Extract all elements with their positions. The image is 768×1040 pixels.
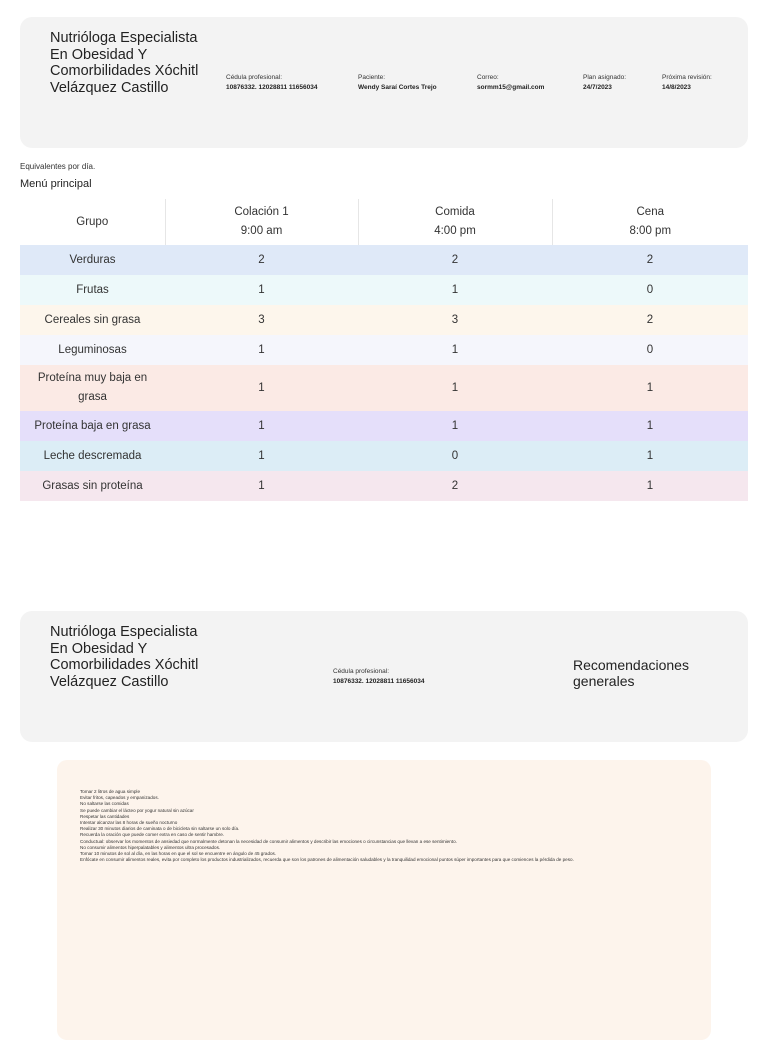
value-cell: 1 xyxy=(646,449,654,462)
equivalents-label: Equivalentes por día. xyxy=(20,162,96,171)
revision-value: 14/8/2023 xyxy=(662,84,691,91)
value-cell: 1 xyxy=(258,283,265,296)
plan-value: 24/7/2023 xyxy=(583,84,612,91)
recommendation-item: No consumir alimentos hiperpalatables y alimentos ultra procesados. xyxy=(80,844,221,850)
patient-value: Wendy Saraí Cortes Trejo xyxy=(358,84,437,91)
header-cena-label: Cena xyxy=(636,206,664,218)
recommendations-title: Recomendaciones generales xyxy=(573,657,689,689)
email-info xyxy=(477,73,544,93)
recommendations-list xyxy=(80,789,685,863)
header-card-recommendations xyxy=(20,611,748,742)
group-cell: Cereales sin grasa xyxy=(44,313,141,326)
header-comida-label: Comida xyxy=(435,206,475,218)
menu-table xyxy=(20,199,748,501)
value-cell: 1 xyxy=(451,283,459,296)
value-cell: 2 xyxy=(258,253,265,266)
cedula-info xyxy=(333,667,424,687)
group-cell: Leche descremada xyxy=(43,449,142,462)
patient-info xyxy=(358,73,437,93)
value-cell: 2 xyxy=(451,479,459,492)
recommendation-item: Intentar alcanzar las 8 horas de sueño nocturno xyxy=(80,820,178,826)
recommendations-box xyxy=(57,760,711,1040)
table-row xyxy=(20,335,748,365)
value-cell: 0 xyxy=(646,343,654,356)
value-cell: 1 xyxy=(451,381,459,394)
header-comida xyxy=(358,199,552,245)
recommendation-item: Conductual: observar los momentos de ansiedad que normalmente detonan la necesidad de consumir alimentos y describir las emociones o circunstancias que llevan a ese sentimiento. xyxy=(80,838,457,844)
plan-label: Plan asignado: xyxy=(583,74,627,81)
recommendation-item: Se puede cambiar el lácteo por yogur natural sin azúcar xyxy=(80,807,194,813)
recommendation-item: Realizar 30 minutos diarios de caminata o de bicicleta sin saltarse un solo día. xyxy=(80,826,240,832)
table-row xyxy=(20,245,748,275)
group-cell: Proteína muy baja en grasa xyxy=(37,372,148,403)
table-row xyxy=(20,275,748,305)
value-cell: 3 xyxy=(258,313,265,326)
cedula-value: 10876332. 12028811 11656034 xyxy=(226,84,318,91)
group-cell: Grasas sin proteína xyxy=(42,479,143,492)
email-label: Correo: xyxy=(477,74,499,81)
header-colacion xyxy=(165,199,358,245)
header-grupo-label: Grupo xyxy=(76,215,109,228)
value-cell: 3 xyxy=(451,313,459,326)
value-cell: 1 xyxy=(646,381,654,394)
doctor-name: Nutrióloga Especialista En Obesidad Y Comorbilidades Xóchitl Velázquez Castillo xyxy=(50,624,199,690)
header-grupo xyxy=(20,199,165,245)
revision-label: Próxima revisión: xyxy=(662,74,712,81)
group-cell: Leguminosas xyxy=(58,343,127,356)
value-cell: 1 xyxy=(258,419,265,432)
cedula-value: 10876332. 12028811 11656034 xyxy=(333,678,425,685)
cedula-label: Cédula profesional: xyxy=(226,74,283,81)
plan-info xyxy=(583,73,626,93)
recommendation-item: Tomar 2 litros de agua simple xyxy=(80,789,141,794)
recommendation-item: Tomar 10 minutos de sol al día, en las horas en que el sol se encuentre en ángulo de 45 grados. xyxy=(80,851,277,857)
value-cell: 0 xyxy=(451,449,459,462)
email-value[interactable]: sormm15@gmail.com xyxy=(477,84,545,91)
value-cell: 1 xyxy=(646,479,654,492)
recommendation-item: Recuerda la oración que puede comer extra en caso de sentir hambre. xyxy=(80,832,225,838)
header-cena-time: 8:00 pm xyxy=(629,225,672,237)
table-row xyxy=(20,411,748,441)
value-cell: 1 xyxy=(258,449,265,462)
header-colacion-label: Colación 1 xyxy=(234,206,289,218)
value-cell: 0 xyxy=(646,283,654,296)
recommendation-item: Evitar fritos, capeados y empanizados. xyxy=(80,795,159,801)
recommendation-item: No saltarse las comidas xyxy=(80,801,129,807)
value-cell: 1 xyxy=(258,381,265,394)
revision-info xyxy=(662,73,712,93)
table-row xyxy=(20,441,748,471)
value-cell: 2 xyxy=(646,253,654,266)
header-colacion-time: 9:00 am xyxy=(240,225,283,237)
value-cell: 2 xyxy=(451,253,459,266)
recommendation-item: Enfócate en consumir alimentos reales, evita por completo los productos industrializados, recuerda que son los patrones de alimentación saludables y la tranquilidad emocional puntos súper importantes para que comiences la pérdida de peso. xyxy=(80,857,574,863)
value-cell: 1 xyxy=(258,343,265,356)
header-comida-time: 4:00 pm xyxy=(434,225,476,237)
table-row xyxy=(20,365,748,411)
cedula-info xyxy=(226,73,317,93)
table-header-row xyxy=(20,199,748,245)
recommendation-item: Respetar las cantidades xyxy=(80,813,130,819)
table-row xyxy=(20,305,748,335)
value-cell: 2 xyxy=(646,313,654,326)
cedula-label: Cédula profesional: xyxy=(333,668,390,675)
value-cell: 1 xyxy=(258,479,265,492)
value-cell: 1 xyxy=(451,343,459,356)
menu-title: Menú principal xyxy=(20,178,92,190)
doctor-name: Nutrióloga Especialista En Obesidad Y Comorbilidades Xóchitl Velázquez Castillo xyxy=(50,30,199,96)
header-cena xyxy=(552,199,748,245)
value-cell: 1 xyxy=(451,419,459,432)
value-cell: 1 xyxy=(646,419,654,432)
table-row xyxy=(20,471,748,501)
patient-label: Paciente: xyxy=(358,74,386,81)
group-cell: Proteína baja en grasa xyxy=(34,419,151,432)
group-cell: Verduras xyxy=(69,253,116,266)
group-cell: Frutas xyxy=(76,283,109,296)
header-card xyxy=(20,17,748,148)
